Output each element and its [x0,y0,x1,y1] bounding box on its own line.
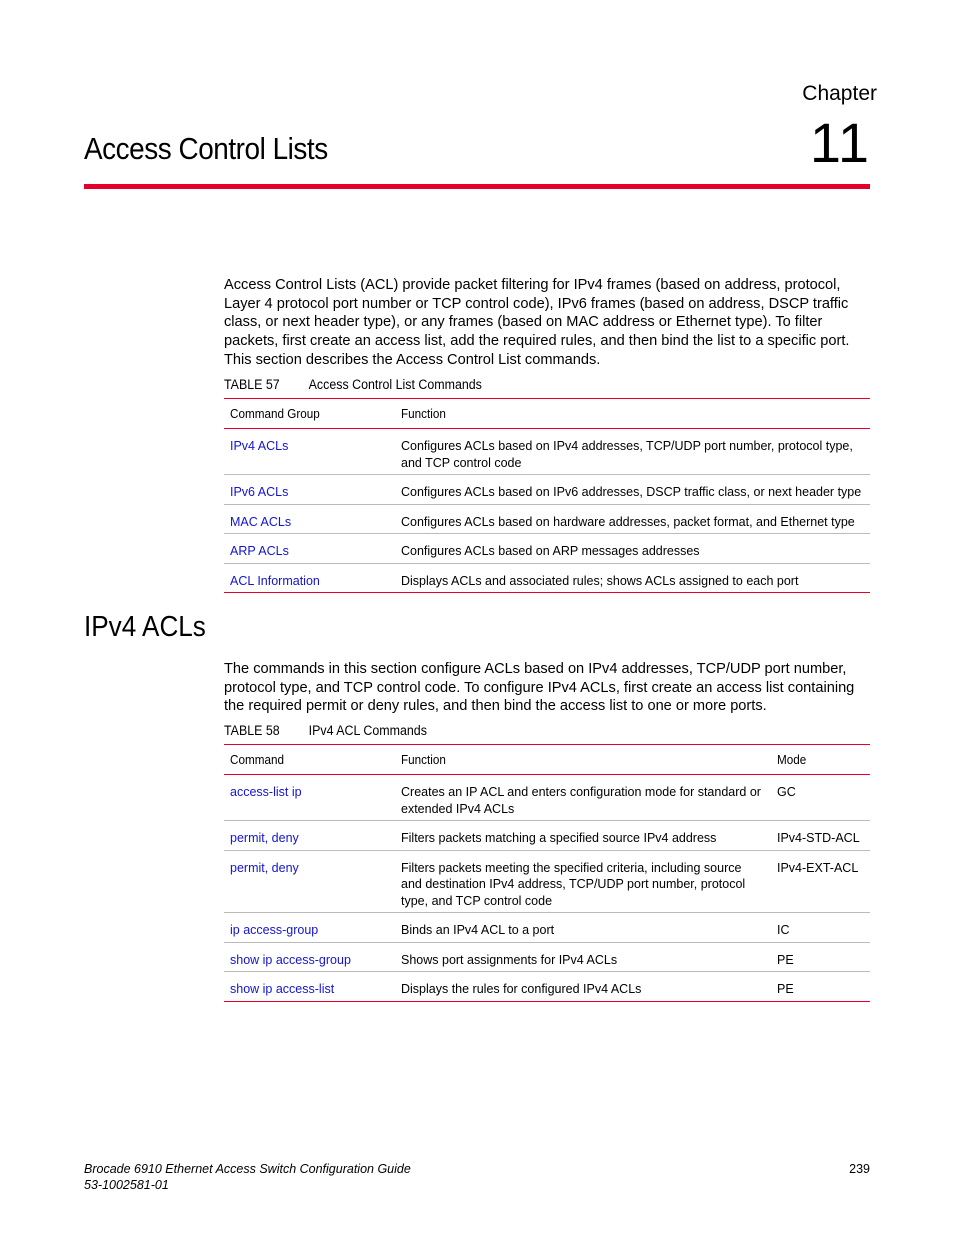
mode-cell: IC [771,913,870,943]
chapter-label: Chapter [802,82,877,105]
chapter-number: 11 [809,111,870,174]
column-header-mode: Mode [771,745,870,775]
table-57-caption [224,377,482,392]
footer-document-number: 53-1002581-01 [84,1178,169,1192]
mode-cell: PE [771,942,870,972]
table-58-caption [224,723,427,738]
access-list-ip-link[interactable]: access-list ip [224,775,395,821]
show-ip-access-list-link[interactable]: show ip access-list [224,972,395,1002]
column-header-function: Function [395,399,870,429]
function-cell: Configures ACLs based on IPv4 addresses, TCP/UDP port number, protocol type, and TCP control code [395,429,870,475]
table-57-number: TABLE 57 [224,377,280,392]
mode-cell: GC [771,775,870,821]
table-row [224,942,870,972]
mode-cell: IPv4-STD-ACL [771,821,870,851]
section-paragraph: The commands in this section configure ACLs based on IPv4 addresses, TCP/UDP port number, protocol type, and TCP control code. To configure IPv4 ACLs, first create an access list containing the required permit or deny rules, and then bind the access list to one or more ports. [224,661,855,715]
section-title: IPv4 ACLs [84,611,206,643]
mode-cell: PE [771,972,870,1002]
mode-cell: IPv4-EXT-ACL [771,850,870,913]
column-header-command: Command [224,745,395,775]
table-row [224,504,870,534]
table-row [224,563,870,593]
mac-acls-link[interactable]: MAC ACLs [224,504,395,534]
table-57-access-control-list-commands [224,398,870,593]
function-cell: Configures ACLs based on IPv6 addresses, DSCP traffic class, or next header type [395,475,870,505]
show-ip-access-group-link[interactable]: show ip access-group [224,942,395,972]
table-header-row [224,399,870,429]
table-row [224,913,870,943]
column-header-command-group: Command Group [224,399,395,429]
function-cell: Shows port assignments for IPv4 ACLs [395,942,771,972]
function-cell: Filters packets matching a specified source IPv4 address [395,821,771,851]
function-cell: Configures ACLs based on hardware addresses, packet format, and Ethernet type [395,504,870,534]
chapter-divider [84,184,870,189]
table-58-title: IPv4 ACL Commands [308,723,427,738]
column-header-function: Function [395,745,771,775]
arp-acls-link[interactable]: ARP ACLs [224,534,395,564]
table-row [224,821,870,851]
table-row [224,475,870,505]
function-cell: Filters packets meeting the specified criteria, including source and destination IPv4 address, TCP/UDP port number, protocol type, and TCP control code [395,850,771,913]
intro-paragraph: Access Control Lists (ACL) provide packet filtering for IPv4 frames (based on address, protocol, Layer 4 protocol port number or TCP control code), IPv6 frames (based on address, DSCP traffic class, or next header type), or any frames (based on MAC address or Ethernet type). To filter packets, first create an access list, add the required rules, and then bind the list to a specific port. This section describes the Access Control List commands. [224,277,850,368]
table-row [224,429,870,475]
table-58-ipv4-acl-commands [224,744,870,1002]
table-row [224,775,870,821]
footer-document-title: Brocade 6910 Ethernet Access Switch Configuration Guide [84,1162,411,1176]
function-cell: Displays the rules for configured IPv4 ACLs [395,972,771,1002]
function-cell: Creates an IP ACL and enters configuration mode for standard or extended IPv4 ACLs [395,775,771,821]
ip-access-group-link[interactable]: ip access-group [224,913,395,943]
table-57-title: Access Control List Commands [308,377,482,392]
function-cell: Binds an IPv4 ACL to a port [395,913,771,943]
table-row [224,972,870,1002]
table-58-number: TABLE 58 [224,723,280,738]
permit-deny-standard-link[interactable]: permit, deny [224,821,395,851]
table-row [224,534,870,564]
function-cell: Configures ACLs based on ARP messages addresses [395,534,870,564]
ipv6-acls-link[interactable]: IPv6 ACLs [224,475,395,505]
ipv4-acls-link[interactable]: IPv4 ACLs [224,429,395,475]
chapter-title: Access Control Lists [84,131,328,166]
permit-deny-extended-link[interactable]: permit, deny [224,850,395,913]
function-cell: Displays ACLs and associated rules; shows ACLs assigned to each port [395,563,870,593]
table-row [224,850,870,913]
table-header-row [224,745,870,775]
acl-information-link[interactable]: ACL Information [224,563,395,593]
footer-page-number: 239 [849,1162,870,1176]
